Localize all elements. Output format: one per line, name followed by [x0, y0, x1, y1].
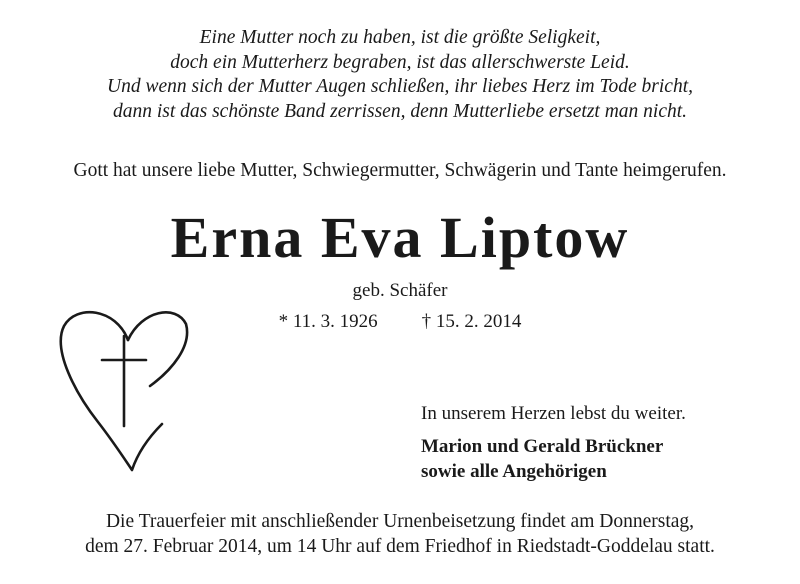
announcement-intro: Gott hat unsere liebe Mutter, Schwiegermutter, Schwägerin und Tante heimgerufen. [73, 160, 727, 181]
funeral-details [0, 509, 800, 559]
maiden-name: geb. Schäfer [352, 280, 448, 301]
memorial-motto: In unserem Herzen lebst du weiter. [421, 403, 686, 424]
death-date: † 15. 2. 2014 [421, 311, 522, 332]
mourner-line: Marion und Gerald Brückner [421, 436, 664, 457]
funeral-line: Die Trauerfeier mit anschließender Urnenbeisetzung findet am Donnerstag, [105, 511, 695, 532]
poem-line: doch ein Mutterherz begraben, ist das allerschwerste Leid. [170, 51, 630, 73]
heart-with-cross-icon [58, 306, 190, 476]
poem-verse [0, 26, 800, 124]
mourner-line: sowie alle Angehörigen [421, 460, 607, 482]
birth-date: * 11. 3. 1926 [278, 311, 378, 332]
funeral-line: dem 27. Februar 2014, um 14 Uhr auf dem Friedhof in Riedstadt-Goddelau statt. [85, 536, 715, 557]
poem-line: dann ist das schönste Band zerrissen, denn Mutterliebe ersetzt man nicht. [112, 100, 688, 122]
deceased-name: Erna Eva Liptow [170, 205, 630, 270]
poem-line: Und wenn sich der Mutter Augen schließen, ihr liebes Herz im Tode bricht, [106, 76, 694, 97]
mourners [421, 435, 663, 484]
poem-line: Eine Mutter noch zu haben, ist die größte Seligkeit, [199, 27, 601, 48]
